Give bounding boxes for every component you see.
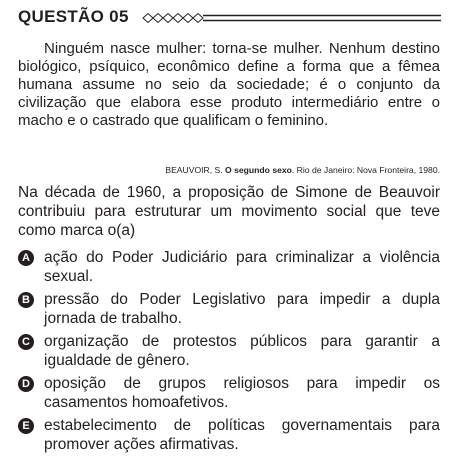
- option-a[interactable]: [18, 248, 440, 288]
- question-header: [18, 7, 441, 29]
- option-c-letter-icon: C: [18, 334, 34, 350]
- source-citation: [165, 165, 440, 176]
- passage-text: Ninguém nasce mulher: torna-se mulher. Nenhum destino biológico, psíquico, econômico define a forma que a fêmea humana assume no seio da sociedade; é o conjunto da civilização que elabora esse produto intermediário entre o macho e o castrado que qualificam o feminino.: [18, 40, 440, 129]
- option-e[interactable]: [18, 416, 440, 456]
- option-e-letter-icon: E: [18, 418, 34, 434]
- source-work-title: O segundo sexo: [225, 165, 292, 175]
- option-b-text: pressão do Poder Legislativo para impedir a dupla jornada de trabalho.: [44, 291, 440, 327]
- question-title: QUESTÃO 05: [18, 7, 129, 26]
- option-e-text: estabelecimento de políticas governamentais para promover ações afirmativas.: [44, 417, 440, 453]
- option-a-text: ação do Poder Judiciário para criminalizar a violência sexual.: [44, 249, 440, 285]
- header-decoration: [142, 11, 441, 25]
- option-d[interactable]: [18, 374, 440, 414]
- option-c-text: organização de protestos públicos para garantir a igualdade de gênero.: [44, 333, 440, 369]
- source-author: BEAUVOIR, S.: [165, 165, 226, 175]
- question-stem: Na década de 1960, a proposição de Simone de Beauvoir contribuiu para estruturar um movimento social que teve como marca o(a): [18, 184, 440, 239]
- option-c[interactable]: [18, 332, 440, 372]
- option-a-letter-icon: A: [18, 250, 34, 266]
- option-b[interactable]: [18, 290, 440, 330]
- option-d-text: oposição de grupos religiosos para impedir os casamentos homoafetivos.: [44, 375, 440, 411]
- source-details: . Rio de Janeiro: Nova Fronteira, 1980.: [291, 165, 440, 175]
- option-d-letter-icon: D: [18, 376, 34, 392]
- option-b-letter-icon: B: [18, 292, 34, 308]
